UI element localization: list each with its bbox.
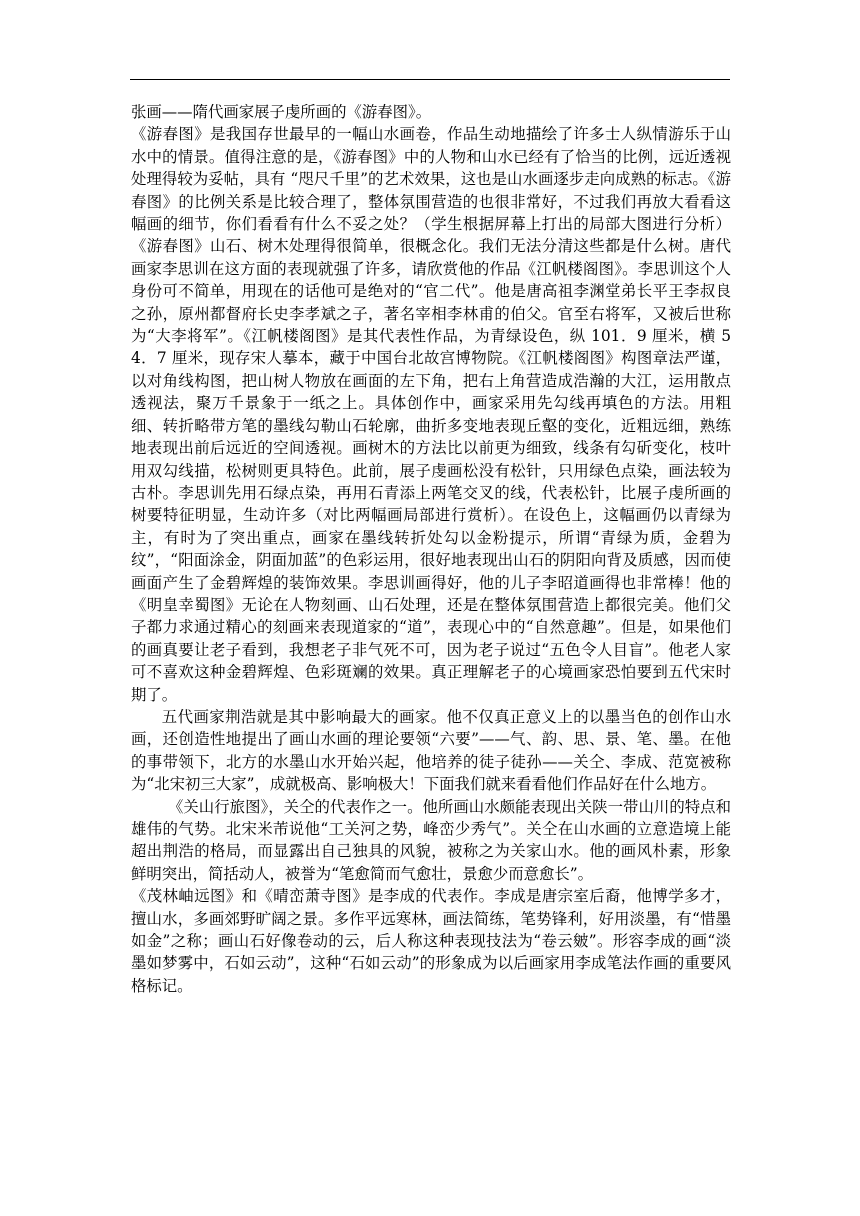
- document-body: [131, 101, 731, 997]
- header-rule: [130, 79, 730, 80]
- paragraph-3: 五代画家荆浩就是其中影响最大的画家。他不仅真正意义上的以墨当色的创作山水画，还创造性地提出了画山水画的理论要领“六要”——气、韵、思、景、笔、墨。在他的事带领下，北方的水墨山水开始兴起，他培养的徒子徒孙——关仝、李成、范宽被称为“北宋初三大家”，成就极高、影响极大！下面我们就来看看他们作品好在什么地方。: [131, 707, 731, 794]
- paragraph-5: 《茂林岫远图》和《晴峦萧寺图》是李成的代表作。李成是唐宗室后裔，他博学多才，擅山水，多画郊野旷阔之景。多作平远寒林，画法简练，笔势锋利，好用淡墨，有“惜墨如金”之称；画山石好像卷动的云，后人称这种表现技法为“卷云皴”。形容李成的画“淡墨如梦雾中，石如云动”，这种“石如云动”的形象成为以后画家用李成笔法作画的重要风格标记。: [131, 887, 731, 995]
- paragraph-1: 张画——隋代画家展子虔所画的《游春图》。: [131, 103, 432, 121]
- paragraph-2: 《游春图》是我国存世最早的一幅山水画卷，作品生动地描绘了许多士人纵情游乐于山水中的情景。值得注意的是，《游春图》中的人物和山水已经有了恰当的比例，远近透视处理得较为妥帖，具有 “咫尺千里”的艺术效果，这也是山水画逐步走向成熟的标志。《游春图》的比例关系是比较合理了，整体氛围营造的也很非常好，不过我们再放大看看这幅画的细节，你们看看有什么不妥之处？（学生根据屏幕上打出的局部大图进行分析）《游春图》山石、树木处理得很简单，很概念化。我们无法分清这些都是什么树。唐代画家李思训在这方面的表现就强了许多，请欣赏他的作品《江帆楼阁图》。李思训这个人身份可不简单，用现在的话他可是绝对的“官二代”。他是唐高祖李渊堂弟长平王李叔良之孙，原州都督府长史李孝斌之子，著名宰相李林甫的伯父。官至右将军，又被后世称为“大李将军”。《江帆楼阁图》是其代表性作品，为青绿设色，纵 101．9 厘米，横 54．7 厘米，现存宋人摹本，藏于中国台北故宫博物院。《江帆楼阁图》构图章法严谨，以对角线构图，把山树人物放在画面的左下角，把右上角营造成浩瀚的大江，运用散点透视法，聚万千景象于一纸之上。具体创作中，画家采用先勾线再填色的方法。用粗细、转折略带方笔的墨线勾勒山石轮廓，曲折多变地表现丘壑的变化，近粗远细，熟练地表现出前后远近的空间透视。画树木的方法比以前更为细致，线条有勾斫变化，枝叶用双勾线描，松树则更具特色。此前，展子虔画松没有松针，只用绿色点染，画法较为古朴。李思训先用石绿点染，再用石青添上两笔交叉的线，代表松针，比展子虔所画的树要特征明显，生动许多（对比两幅画局部进行赏析）。在设色上，这幅画仍以青绿为主，有时为了突出重点，画家在墨线转折处勾以金粉提示，所谓“青绿为质，金碧为纹”，“阳面涂金，阴面加蓝”的色彩运用，很好地表现出山石的阴阳向背及质感，因而使画面产生了金碧辉煌的装饰效果。李思训画得好，他的儿子李昭道画得也非常棒！他的《明皇幸蜀图》无论在人物刻画、山石处理，还是在整体氛围营造上都很完美。他们父子都力求通过精心的刻画来表现道家的“道”，表现心中的“自然意趣”。但是，如果他们的画真要让老子看到，我想老子非气死不可，因为老子说过“五色令人目盲”。他老人家可不喜欢这种金碧辉煌、色彩斑斓的效果。真正理解老子的心境画家恐怕要到五代宋时期了。: [131, 125, 731, 704]
- paragraph-4: 《关山行旅图》，关仝的代表作之一。他所画山水颇能表现出关陕一带山川的特点和雄伟的气势。北宋米芾说他“工关河之势，峰峦少秀气”。关仝在山水画的立意造境上能超出荆浩的格局，而显露出自己独具的风貌，被称之为关家山水。他的画风朴素，形象鲜明突出，简括动人，被誉为“笔愈简而气愈壮，景愈少而意愈长”。: [131, 797, 731, 883]
